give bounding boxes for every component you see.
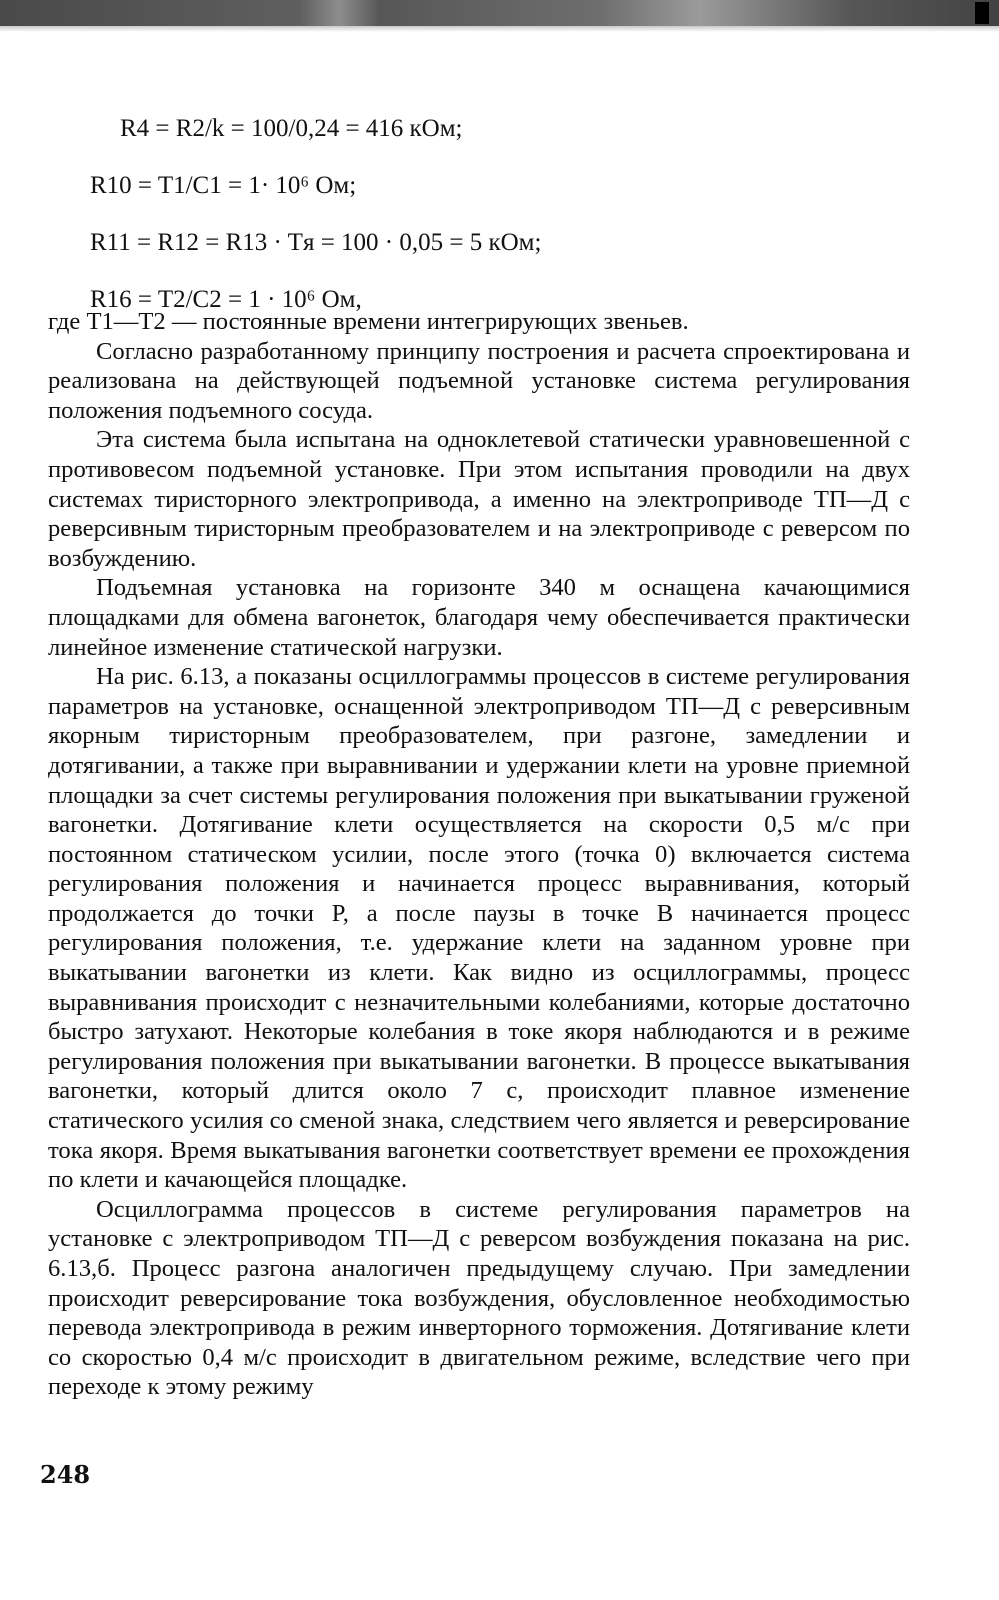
body-text [48, 307, 910, 1402]
paragraph-oscillogram-b: Осциллограмма процессов в системе регулирования параметров на установке с электроприводом ТП—Д с реверсом возбуждения показана на рис. 6.13,б. Процесс разгона аналогичен предыдущему случаю. При замедлении происходит реверсирование тока возбуждения, обусловленное необходимостью перевода электропривода в режим инверторного торможения. Дотягивание клети со скоростью 0,4 м/с происходит в двигательном режиме, вследствие чего при переходе к этому режиму [48, 1195, 910, 1401]
formula-r11: R11 = R12 = R13 · Tя = 100 · 0,05 = 5 кОм; [90, 229, 542, 256]
paragraph-oscillogram-a: На рис. 6.13, а показаны осциллограммы процессов в системе регулирования параметров на установке, оснащенной электроприводом ТП—Д с реверсивным якорным тиристорным преобразователем, при разгоне, замедлении и дотягивании, а также при выравнивании и удержании клети на уровне приемной площадки за счет системы регулирования положения при выкатывании груженой вагонетки. Дотягивание клети осуществляется на скорости 0,5 м/с при постоянном статическом усилии, после этого (точка 0) включается система регулирования положения и начинается процесс выравнивания, который продолжается до точки P, а после паузы в точке B начинается процесс регулирования положения, т.е. удержание клети на заданном уровне при выкатывании вагонетки из клети. Как видно из осциллограммы, процесс выравнивания происходит с незначительными колебаниями, которые достаточно быстро затухают. Некоторые колебания в токе якоря наблюдаются и в режиме регулирования положения при выкатывании вагонетки. В процессе выкатывания вагонетки, который длится около 7 с, происходит плавное изменение статического усилия со сменой знака, следствием чего является и реверсирование тока якоря. Время выкатывания вагонетки соответствует времени ее прохождения по клети и качающейся площадке. [48, 663, 910, 1194]
formula-r4: R4 = R2/k = 100/0,24 = 416 кОм; [120, 115, 463, 142]
paragraph-where: где T1—T2 — постоянные времени интегрирующих звеньев. [48, 308, 689, 335]
scan-edge-shadow [0, 0, 999, 26]
formula-block [90, 100, 910, 328]
paragraph-system-design: Согласно разработанному принципу построения и расчета спроектирована и реализована на действующей подъемной установке система регулирования положения подъемного сосуда. [48, 337, 910, 424]
scan-corner-mark [975, 2, 989, 24]
formula-r10: R10 = T1/C1 = 1· 10⁶ Ом; [90, 172, 357, 199]
paragraph-hoist-horizon: Подъемная установка на горизонте 340 м оснащена качающимися площадками для обмена вагонеток, благодаря чему обеспечивается практически линейное изменение статической нагрузки. [48, 574, 910, 661]
paragraph-testing: Эта система была испытана на одноклетевой статически уравновешенной с противовесом подъемной установке. При этом испытания проводили на двух системах тиристорного электропривода, а именно на электроприводе ТП—Д с реверсивным тиристорным преобразователем и на электроприводе с реверсом по возбуждению. [48, 426, 910, 572]
page-number: 248 [40, 1460, 91, 1489]
formula-r16: R16 = T2/C2 = 1 · 10⁶ Ом, [90, 286, 362, 313]
